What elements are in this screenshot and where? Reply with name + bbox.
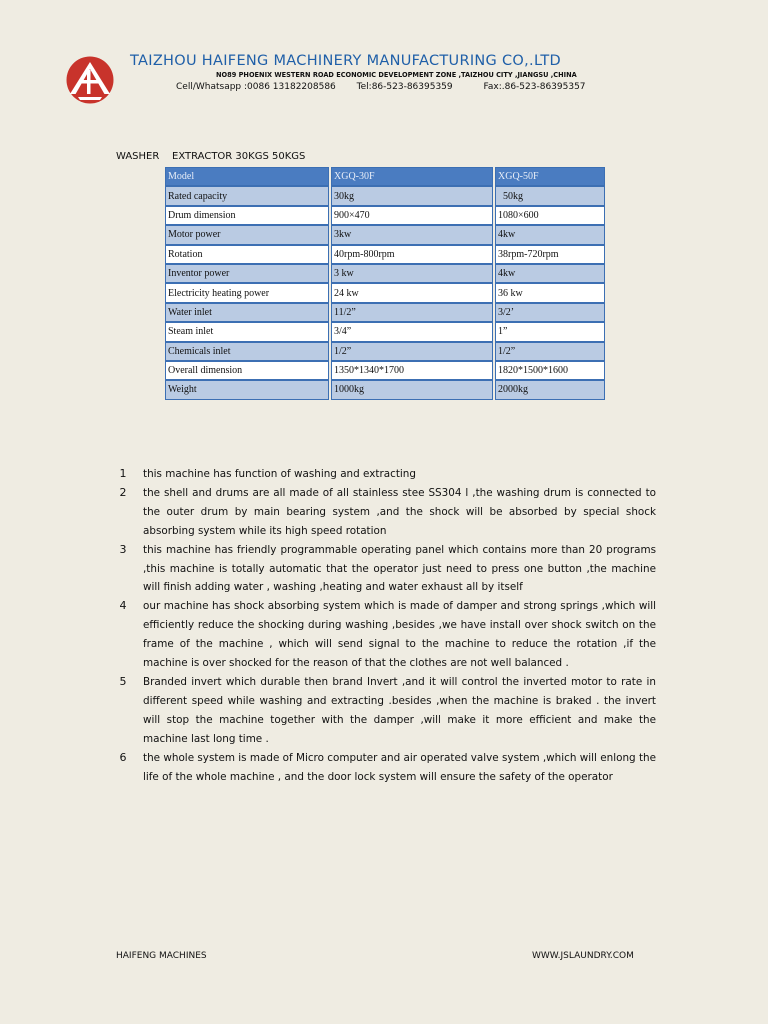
table-cell: 40rpm-800rpm <box>331 245 493 264</box>
item-number: 2 <box>119 485 127 499</box>
table-row <box>165 186 605 205</box>
table-cell: 4kw <box>495 225 605 244</box>
table-row <box>165 283 605 302</box>
table-row <box>165 206 605 225</box>
table-cell: 1/2” <box>495 342 605 361</box>
cell-number: Cell/Whatsapp :0086 13182208586 <box>176 82 336 92</box>
table-cell: 900×470 <box>331 206 493 225</box>
list-item <box>116 484 656 541</box>
table-cell: 11/2” <box>331 303 493 322</box>
table-cell: Overall dimension <box>165 361 329 380</box>
table-cell: 3 kw <box>331 264 493 283</box>
list-item <box>116 597 656 673</box>
table-row <box>165 322 605 341</box>
table-row <box>165 342 605 361</box>
haifeng-logo-icon <box>66 56 114 104</box>
table-cell: 1350*1340*1700 <box>331 361 493 380</box>
item-text: the shell and drums are all made of all stainless stee SS304 l ,the washing drum is connected to the outer drum by main bearing system ,and the shock will be absorbed by special shock absorbing system while its high speed rotation <box>143 486 656 537</box>
table-header-row <box>165 167 605 186</box>
table-cell: Steam inlet <box>165 322 329 341</box>
table-cell: 30kg <box>331 186 493 205</box>
table-header-cell: XGQ-30F <box>331 167 493 186</box>
table-cell: Weight <box>165 380 329 399</box>
fax-number: Fax:.86-523-86395357 <box>483 82 586 92</box>
footer-website: WWW.JSLAUNDRY.COM <box>532 951 634 961</box>
table-cell: 36 kw <box>495 283 605 302</box>
spec-table <box>163 167 607 400</box>
table-cell: 1/2” <box>331 342 493 361</box>
table-cell: 3/2’ <box>495 303 605 322</box>
table-cell: 3/4” <box>331 322 493 341</box>
tel-number: Tel:86-523-86395359 <box>356 82 453 92</box>
table-cell: 38rpm-720rpm <box>495 245 605 264</box>
contact-line <box>176 82 586 92</box>
item-text: this machine has friendly programmable operating panel which contains more than 20 programs ,this machine is totally automatic that the operator just need to press one button ,the machine will finish adding water , washing ,heating and water exhaust all by itself <box>143 543 656 594</box>
item-number: 4 <box>119 599 127 613</box>
table-cell: Rated capacity <box>165 186 329 205</box>
table-cell: 1” <box>495 322 605 341</box>
table-cell: 1000kg <box>331 380 493 399</box>
item-number: 1 <box>119 467 127 480</box>
item-text: our machine has shock absorbing system which is made of damper and strong springs ,which will efficiently reduce the shocking during washing ,besides ,we have install over shock switch on the frame of the machine , which will send signal to the machine to reduce the rotation ,if the machine is over shocked for the reason of that the clothes are not well balanced . <box>143 600 656 670</box>
table-header-cell: XGQ-50F <box>495 167 605 186</box>
table-row <box>165 225 605 244</box>
item-number: 5 <box>119 674 127 688</box>
table-cell: Rotation <box>165 245 329 264</box>
table-header-cell: Model <box>165 167 329 186</box>
table-cell: Water inlet <box>165 303 329 322</box>
item-number: 6 <box>119 750 127 764</box>
item-number: 3 <box>119 542 127 556</box>
table-cell: Chemicals inlet <box>165 342 329 361</box>
list-item <box>116 541 656 598</box>
table-cell: 50kg <box>495 186 605 205</box>
table-cell: 4kw <box>495 264 605 283</box>
table-cell: 2000kg <box>495 380 605 399</box>
feature-list <box>116 465 656 786</box>
item-text: the whole system is made of Micro computer and air operated valve system ,which will enlong the life of the whole machine , and the door lock system will ensure the safety of the operator <box>143 751 656 783</box>
company-address: NO89 PHOENIX WESTERN ROAD ECONOMIC DEVELOPMENT ZONE ,TAIZHOU CITY ,JIANGSU ,CHINA <box>216 71 577 79</box>
table-row <box>165 361 605 380</box>
document-title: WASHER EXTRACTOR 30KGS 50KGS <box>116 151 306 162</box>
table-cell: 1080×600 <box>495 206 605 225</box>
table-cell: Electricity heating power <box>165 283 329 302</box>
table-cell: Drum dimension <box>165 206 329 225</box>
table-row <box>165 303 605 322</box>
table-cell: 1820*1500*1600 <box>495 361 605 380</box>
table-row <box>165 264 605 283</box>
list-item <box>116 749 656 787</box>
table-row <box>165 245 605 264</box>
table-cell: Inventor power <box>165 264 329 283</box>
table-row <box>165 380 605 399</box>
list-item <box>116 465 656 484</box>
list-item <box>116 673 656 749</box>
table-cell: 24 kw <box>331 283 493 302</box>
item-text: this machine has function of washing and extracting <box>143 468 416 480</box>
footer-brand: HAIFENG MACHINES <box>116 951 207 961</box>
table-cell: Motor power <box>165 225 329 244</box>
company-name: TAIZHOU HAIFENG MACHINERY MANUFACTURING CO,.LTD <box>130 53 561 69</box>
table-cell: 3kw <box>331 225 493 244</box>
item-text: Branded invert which durable then brand Invert ,and it will control the inverted motor to rate in different speed while washing and extracting .besides ,when the machine is braked . the invert will stop the machine together with the damper ,will make it more efficient and make the machine last long time . <box>143 675 656 745</box>
